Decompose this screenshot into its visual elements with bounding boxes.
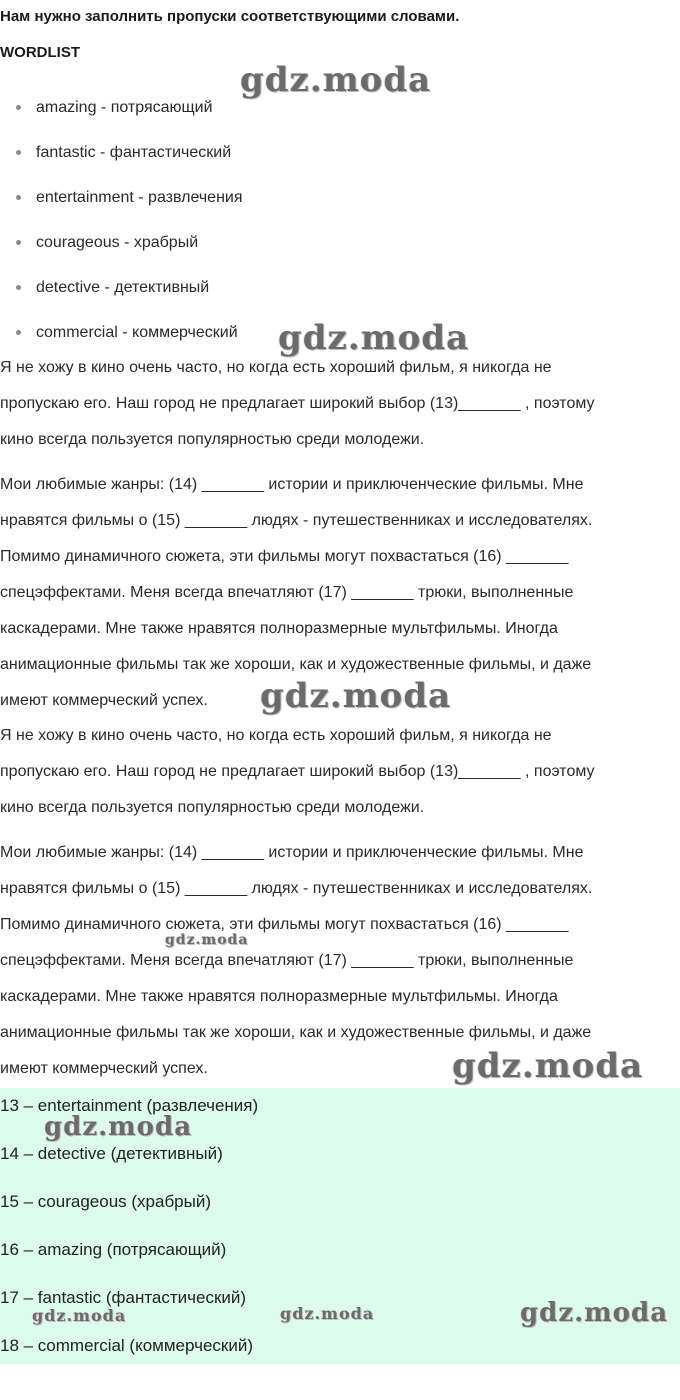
list-item [0,137,243,182]
text-line: спецэффектами. Меня всегда впечатляют (17) _______ трюки, выполненные [0,584,574,601]
text-line: имеют коммерческий успех. [0,692,208,709]
text-line: имеют коммерческий успех. [0,1060,208,1077]
passage-paragraph-1 [0,350,680,458]
text-line: пропускаю его. Наш город не предлагает широкий выбор (13)_______ , поэтому [0,395,595,412]
text-line: Мои любимые жанры: (14) _______ истории и приключенческие фильмы. Мне [0,844,584,861]
watermark-logo: gdz.moda [280,1304,375,1323]
text-line: пропускаю его. Наш город не предлагает широкий выбор (13)_______ , поэтому [0,763,595,780]
answer-item: 17 – fantastic (фантастический) [0,1288,247,1307]
wordlist-item-text: fantastic - фантастический [36,144,232,161]
text-line: нравятся фильмы о (15) _______ людях - путешественниках и исследователях. [0,880,593,897]
bullet-icon [16,150,21,155]
watermark-logo: gdz.moda [278,318,470,358]
wordlist-item-text: entertainment - развлечения [36,189,243,206]
answer-item: 13 – entertainment (развлечения) [0,1096,259,1115]
wordlist-heading: WORDLIST [0,44,80,61]
watermark-logo: gdz.moda [452,1046,644,1086]
text-line: спецэффектами. Меня всегда впечатляют (17) _______ трюки, выполненные [0,952,574,969]
watermark-logo: gdz.moda [165,932,249,948]
text-line: кино всегда пользуется популярностью среди молодежи. [0,799,425,816]
text-line: анимационные фильмы так же хороши, как и художественные фильмы, и даже [0,1024,592,1041]
list-item [0,92,243,137]
passage-paragraph-1-repeat [0,718,680,826]
bullet-icon [16,330,21,335]
list-item [0,182,243,227]
wordlist-item-text: detective - детективный [36,279,210,296]
wordlist [0,92,243,362]
text-line: каскадерами. Мне также нравятся полноразмерные мультфильмы. Иногда [0,620,558,637]
page-title: Нам нужно заполнить пропуски соответствующими словами. [0,8,460,25]
watermark-logo: gdz.moda [44,1112,193,1142]
text-line: нравятся фильмы о (15) _______ людях - путешественниках и исследователях. [0,512,593,529]
watermark-logo: gdz.moda [520,1298,669,1328]
watermark-logo: gdz.moda [32,1306,127,1325]
answer-item: 14 – detective (детективный) [0,1144,223,1163]
watermark-logo: gdz.moda [260,676,452,716]
text-line: анимационные фильмы так же хороши, как и художественные фильмы, и даже [0,656,592,673]
text-line: Помимо динамичного сюжета, эти фильмы могут похвастаться (16) _______ [0,916,569,933]
bullet-icon [16,195,21,200]
text-line: Я не хожу в кино очень часто, но когда есть хороший фильм, я никогда не [0,359,552,376]
bullet-icon [16,285,21,290]
bullet-icon [16,240,21,245]
answer-item: 15 – courageous (храбрый) [0,1192,212,1211]
text-line: Я не хожу в кино очень часто, но когда есть хороший фильм, я никогда не [0,727,552,744]
answer-item: 18 – commercial (коммерческий) [0,1336,253,1355]
text-line: каскадерами. Мне также нравятся полноразмерные мультфильмы. Иногда [0,988,558,1005]
text-line: Мои любимые жанры: (14) _______ истории и приключенческие фильмы. Мне [0,476,584,493]
text-line: кино всегда пользуется популярностью среди молодежи. [0,431,425,448]
watermark-logo: gdz.moda [240,60,432,100]
wordlist-item-text: commercial - коммерческий [36,324,238,341]
answer-item: 16 – amazing (потрясающий) [0,1240,227,1259]
wordlist-item-text: amazing - потрясающий [36,99,213,116]
text-line: Помимо динамичного сюжета, эти фильмы могут похвастаться (16) _______ [0,548,569,565]
list-item [0,272,243,317]
list-item [0,227,243,272]
bullet-icon [16,105,21,110]
wordlist-item-text: courageous - храбрый [36,234,199,251]
